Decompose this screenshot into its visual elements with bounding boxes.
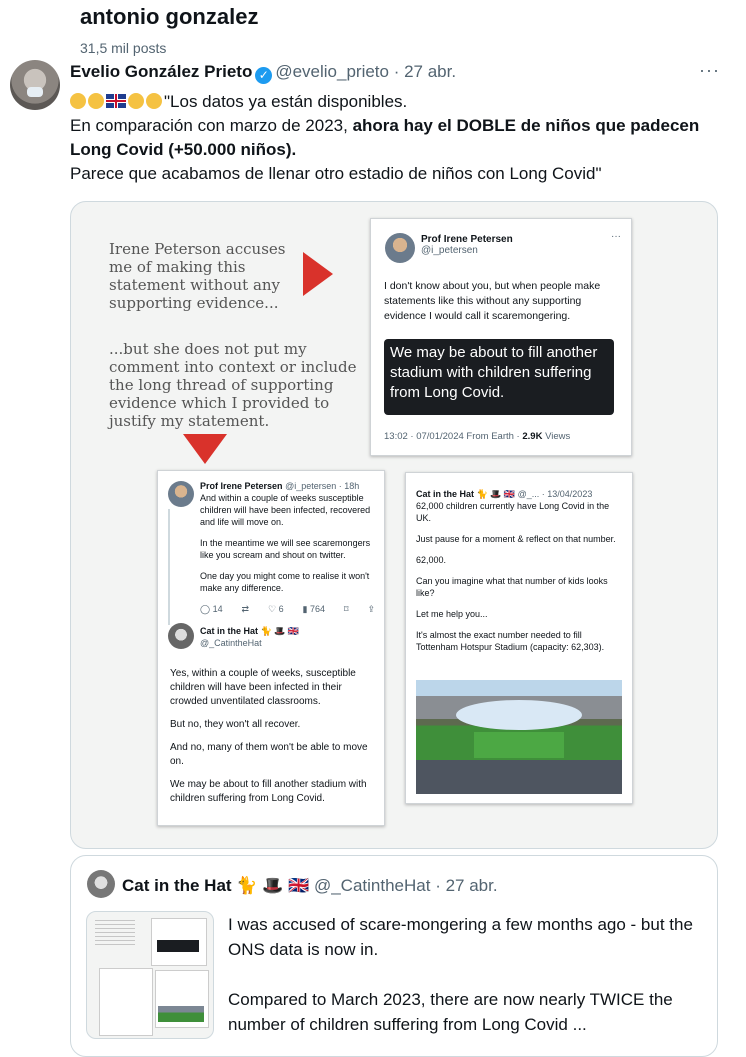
tweet-header: Evelio González Prieto ✓ @evelio_prieto · 27 abr. xyxy=(70,62,457,82)
card-text-4: Can you imagine what that number of kids looks like? xyxy=(416,576,608,598)
tweet-text xyxy=(70,90,720,186)
author-handle[interactable]: @evelio_prieto xyxy=(275,62,389,81)
tweet-line-2: En comparación con marzo de 2023, xyxy=(70,116,353,135)
quoted-author-handle: @_CatintheHat xyxy=(313,876,431,895)
card-handle: @_... · 13/04/2023 xyxy=(517,489,593,499)
verified-badge-icon: ✓ xyxy=(255,67,272,84)
author-avatar[interactable] xyxy=(10,60,60,110)
quoted-author-name: Cat in the Hat xyxy=(122,876,232,895)
reply-text-2: But no, they won't all recover. xyxy=(170,719,301,730)
quoted-statement: We may be about to fill another stadium with children suffering from Long Covid. xyxy=(384,339,614,415)
card-author: Prof Irene Petersen xyxy=(200,481,283,491)
like-icon: ♡ 6 xyxy=(267,604,284,614)
author-name[interactable]: Evelio González Prieto xyxy=(70,62,253,81)
quoted-tweet[interactable] xyxy=(70,855,718,1057)
tweet-line-3: Parece que acabamos de llenar otro estadio de niños con Long Covid" xyxy=(70,164,602,183)
tweet-date[interactable]: 27 abr. xyxy=(404,62,457,81)
embedded-tweet-petersen xyxy=(370,218,632,456)
thread-text-1: And within a couple of weeks susceptible children will have been infected, recovered and life will move on. xyxy=(200,493,371,527)
quoted-tweet-text xyxy=(228,912,698,1037)
reply-author: Cat in the Hat 🐈 🎩 🇬🇧 xyxy=(200,626,300,636)
red-arrow-right-icon xyxy=(303,252,333,296)
card-footer: 13:02 · 07/01/2024 From Earth · 2.9K Views xyxy=(384,431,571,442)
card-author: Prof Irene Petersen xyxy=(421,234,513,245)
tweet-actions xyxy=(200,603,375,615)
card-text-6: It's almost the exact number needed to fill Tottenham Hotspur Stadium (capacity: 62,303). xyxy=(416,630,605,652)
tweet-line-1: "Los datos ya están disponibles. xyxy=(164,92,408,111)
avatar xyxy=(168,623,194,649)
child-emoji-icon xyxy=(146,93,162,109)
quoted-tweet-header: Cat in the Hat 🐈 🎩 🇬🇧 @_CatintheHat · 27 abr. xyxy=(122,876,498,895)
thread-text-3: One day you might come to realise it won't make any difference. xyxy=(200,571,370,593)
quoted-text-2: Compared to March 2023, there are now nearly TWICE the number of children suffering from Long Covid ... xyxy=(228,990,673,1034)
more-options-icon[interactable]: ··· xyxy=(699,60,720,80)
reply-text-1: Yes, within a couple of weeks, susceptible children will have been infected in their crowded unventilated classrooms. xyxy=(170,668,356,707)
reply-text-3: And no, many of them won't be able to move on. xyxy=(170,742,368,767)
avatar xyxy=(168,481,194,507)
views-icon: ▮ 764 xyxy=(302,604,325,614)
reply-text-4: We may be about to fill another stadium with children suffering from Long Covid. xyxy=(170,779,367,804)
child-emoji-icon xyxy=(128,93,144,109)
profile-name: antonio gonzalez xyxy=(80,4,259,29)
quoted-media-thumbnail[interactable] xyxy=(86,911,214,1039)
quoted-author-emojis: 🐈 🎩 🇬🇧 xyxy=(231,876,310,895)
card-body: I don't know about you, but when people make statements like this without any supporting evidence I would call it scaremongering. xyxy=(384,280,601,322)
handwritten-note-2: ...but she does not put my comment into context or include the long thread of supporting evidence which I provided to justify my statement. xyxy=(109,340,357,430)
post-count: 31,5 mil posts xyxy=(80,40,167,56)
embedded-tweet-cat xyxy=(405,472,633,804)
card-text-1: 62,000 children currently have Long Covid in the UK. xyxy=(416,501,610,523)
card-author: Cat in the Hat 🐈 🎩 🇬🇧 xyxy=(416,489,516,499)
card-handle: @i_petersen · 18h xyxy=(285,481,360,491)
child-emoji-icon xyxy=(88,93,104,109)
card-handle: @i_petersen xyxy=(421,245,478,256)
red-arrow-down-icon xyxy=(183,434,227,464)
embedded-thread xyxy=(157,470,385,826)
share-icon: ⇪ xyxy=(367,604,375,614)
card-text-5: Let me help you... xyxy=(416,609,488,619)
more-options-icon: ··· xyxy=(611,231,621,242)
quoted-author-avatar xyxy=(87,870,115,898)
handwritten-note-1: Irene Peterson accuses me of making this statement without any supporting evidence... xyxy=(109,240,286,312)
card-text-3: 62,000. xyxy=(416,555,447,565)
stadium-photo xyxy=(416,680,622,794)
thread-text-2: In the meantime we will see scaremongers like you scream and shout on twitter. xyxy=(200,538,371,560)
uk-flag-icon xyxy=(106,94,126,108)
reply-handle: @_CatintheHat xyxy=(200,638,262,648)
retweet-icon: ⇄ xyxy=(241,604,250,614)
child-emoji-icon xyxy=(70,93,86,109)
bookmark-icon: ⌑ xyxy=(343,604,349,614)
avatar xyxy=(385,233,415,263)
tweet-media-image[interactable] xyxy=(70,201,718,849)
tweet-line-2-bold: ahora hay el DOBLE de niños que padecen Long Covid (+50.000 niños). xyxy=(70,116,700,159)
reply-icon: ◯ 14 xyxy=(200,604,223,614)
card-text-2: Just pause for a moment & reflect on that number. xyxy=(416,534,616,544)
quoted-tweet-date: 27 abr. xyxy=(445,876,498,895)
quoted-text-1: I was accused of scare-mongering a few months ago - but the ONS data is now in. xyxy=(228,915,693,959)
